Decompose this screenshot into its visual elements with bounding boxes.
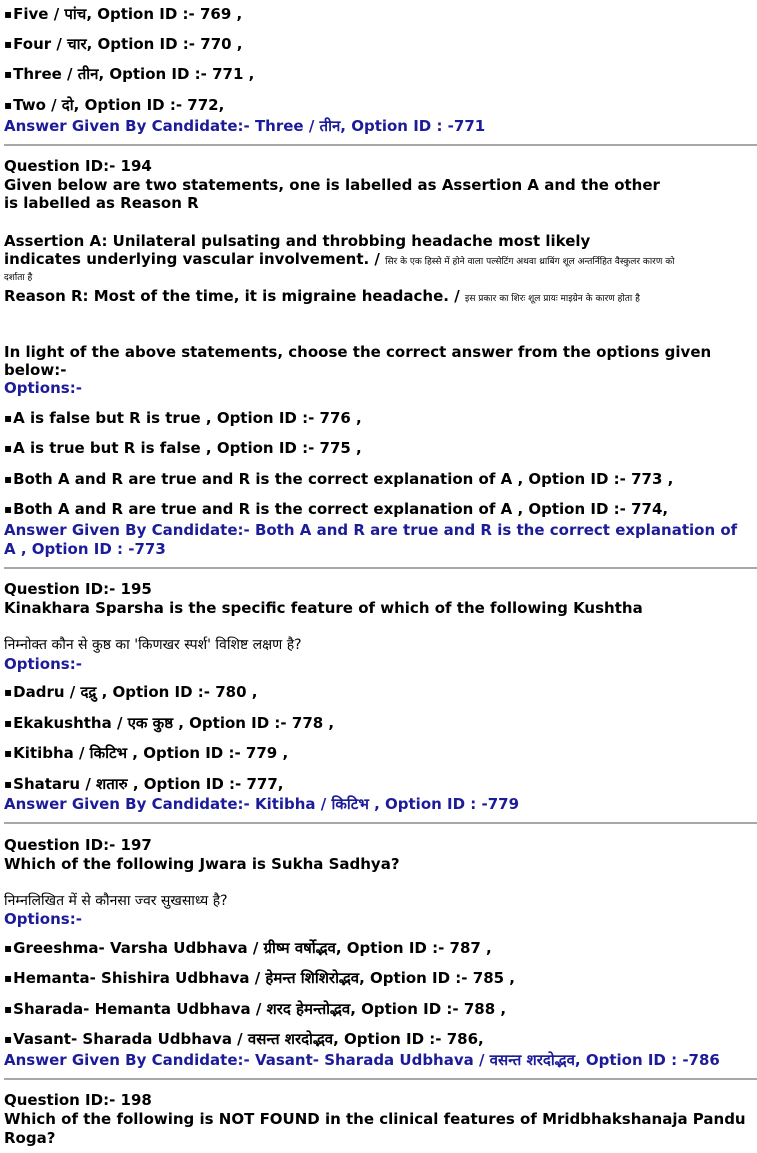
question-text: is labelled as Reason R: [4, 194, 199, 212]
question-text: Which of the following is NOT FOUND in the clinical features of Mridbhakshanaja Pandu: [4, 1110, 746, 1128]
option-item: ▪ Kitibha / किटिभ , Option ID :- 779 ,: [4, 744, 288, 763]
option-item: ▪ Both A and R are true and R is the correct explanation of A , Option ID :- 774,: [4, 500, 668, 519]
candidate-answer: Answer Given By Candidate:- Kitibha / किटिभ , Option ID : -779: [4, 795, 520, 813]
option-item: ▪ Three / तीन, Option ID :- 771 ,: [4, 65, 254, 84]
question-id: Question ID:- 198: [4, 1091, 152, 1109]
assertion-hindi: सिर के एक हिस्से में होने वाला पल्सेटिंग अथवा थ्राबिंग शूल अन्तर्निहित वैस्कुलर कारण को: [385, 257, 675, 267]
option-item: ▪ Ekakushtha / एक कुष्ठ , Option ID :- 778 ,: [4, 714, 334, 733]
question-instruction: In light of the above statements, choose the correct answer from the options given: [4, 343, 712, 361]
question-text: Kinakhara Sparsha is the specific feature of which of the following Kushtha: [4, 599, 643, 617]
question-text-hindi: निम्नलिखित में से कौनसा ज्वर सुखसाध्य है?: [4, 893, 228, 909]
assertion-text: Assertion A: Unilateral pulsating and throbbing headache most likely: [4, 232, 591, 250]
question-text: Roga?: [4, 1129, 56, 1147]
option-item: ▪ Vasant- Sharada Udbhava / वसन्त शरदोद्भव, Option ID :- 786,: [4, 1030, 484, 1049]
question-id: Question ID:- 194: [4, 157, 152, 175]
assertion-text: [4, 250, 674, 271]
option-item: ▪ Hemanta- Shishira Udbhava / हेमन्त शिशिरोद्भव, Option ID :- 785 ,: [4, 969, 515, 988]
option-item: ▪ Sharada- Hemanta Udbhava / शरद हेमन्तोद्भव, Option ID :- 788 ,: [4, 1000, 506, 1019]
option-item: ▪ Both A and R are true and R is the correct explanation of A , Option ID :- 773 ,: [4, 470, 673, 489]
question-text-hindi: निम्नोक्त कौन से कुष्ठ का 'किणखर स्पर्श' विशिष्ट लक्षण है?: [4, 637, 302, 653]
option-item: ▪ Four / चार, Option ID :- 770 ,: [4, 35, 243, 54]
question-id: Question ID:- 197: [4, 836, 152, 854]
question-instruction: below:-: [4, 361, 67, 379]
candidate-answer: Answer Given By Candidate:- Both A and R are true and R is the correct explanation of: [4, 521, 738, 539]
options-label: Options:-: [4, 910, 82, 928]
candidate-answer: Answer Given By Candidate:- Three / तीन, Option ID : -771: [4, 117, 486, 135]
candidate-answer: Answer Given By Candidate:- Vasant- Sharada Udbhava / वसन्त शरदोद्भव, Option ID : -786: [4, 1051, 720, 1069]
question-separator: [4, 822, 757, 824]
reason-hindi: इस प्रकार का शिरः शूल प्रायः माइग्रेन के कारण होता है: [464, 294, 640, 304]
option-item: ▪ Greeshma- Varsha Udbhava / ग्रीष्म वर्षोद्भव, Option ID :- 787 ,: [4, 939, 492, 958]
options-label: Options:-: [4, 655, 82, 673]
question-separator: [4, 144, 757, 146]
question-id: Question ID:- 195: [4, 580, 152, 598]
option-item: ▪ A is false but R is true , Option ID :- 776 ,: [4, 409, 362, 428]
option-item: ▪ Shataru / शतारु , Option ID :- 777,: [4, 775, 284, 794]
question-text: Given below are two statements, one is labelled as Assertion A and the other: [4, 176, 660, 194]
option-item: ▪ Two / दो, Option ID :- 772,: [4, 96, 224, 115]
options-label: Options:-: [4, 379, 82, 397]
question-separator: [4, 567, 757, 569]
question-text: Which of the following Jwara is Sukha Sadhya?: [4, 855, 400, 873]
option-item: ▪ Five / पांच, Option ID :- 769 ,: [4, 5, 242, 24]
option-item: ▪ Dadru / दद्रु , Option ID :- 780 ,: [4, 683, 257, 702]
question-separator: [4, 1078, 757, 1080]
assertion-hindi-cont: दर्शाता है: [4, 273, 33, 283]
option-item: ▪ A is true but R is false , Option ID :- 775 ,: [4, 439, 362, 458]
candidate-answer: A , Option ID : -773: [4, 540, 166, 558]
reason-english: Reason R: Most of the time, it is migraine headache. /: [4, 287, 460, 305]
reason-text: [4, 287, 640, 308]
assertion-english: indicates underlying vascular involvement. /: [4, 250, 380, 268]
